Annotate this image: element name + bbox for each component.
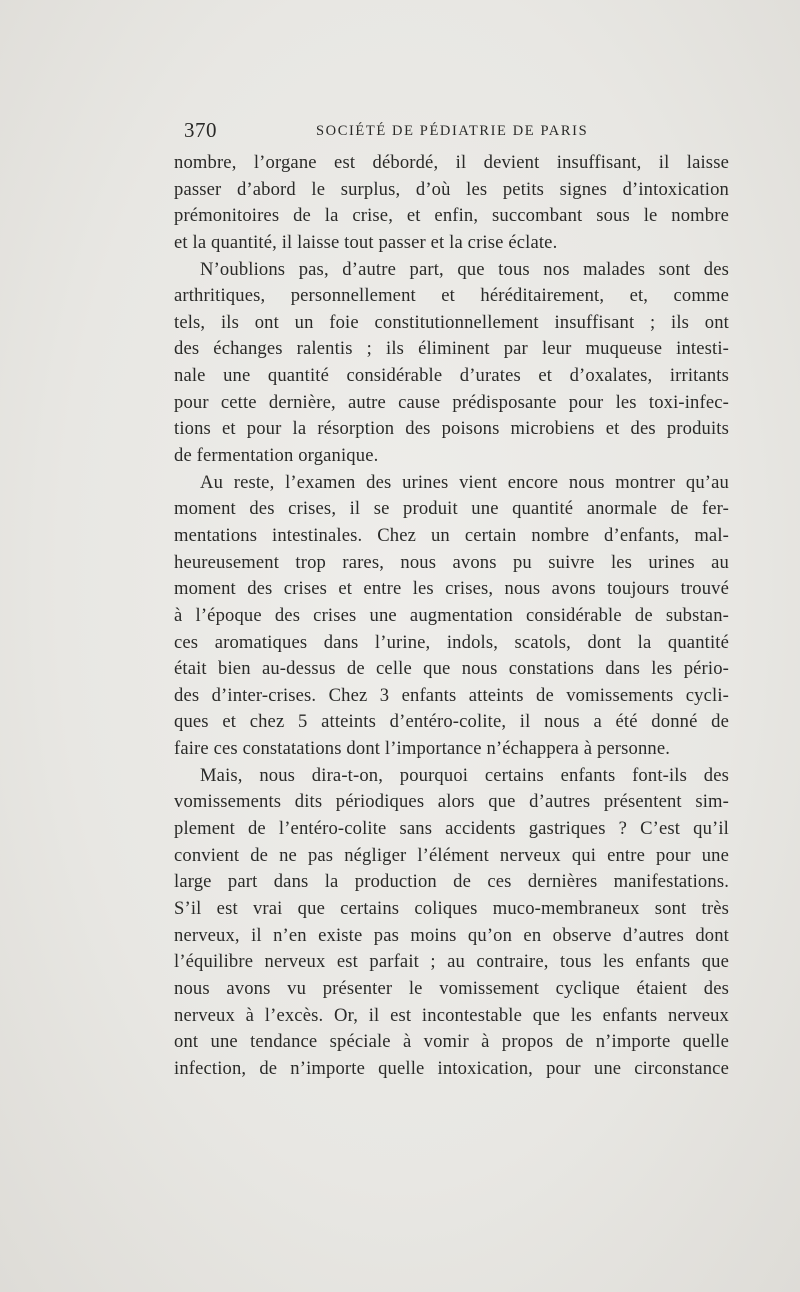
text-line: N’oublions pas, d’autre part, que tous nos malades sont des <box>200 258 729 280</box>
text-line: plement de l’entéro-colite sans accidents gastriques ? C’est qu’il <box>174 818 729 840</box>
text-line: heureusement trop rares, nous avons pu suivre les urines au <box>174 551 729 573</box>
paragraph <box>174 150 729 257</box>
text-line: pour cette dernière, autre cause prédisposante pour les toxi-infec- <box>174 391 729 413</box>
text-line: vomissements dits périodiques alors que d’autres présentent sim- <box>174 791 729 813</box>
text-line: nerveux à l’excès. Or, il est incontestable que les enfants nerveux <box>174 1004 729 1026</box>
text-line: Mais, nous dira-t-on, pourquoi certains enfants font-ils des <box>200 764 729 786</box>
page-number: 370 <box>184 118 217 142</box>
text-line: mentations intestinales. Chez un certain nombre d’enfants, mal- <box>174 524 729 546</box>
text-line: ces aromatiques dans l’urine, indols, scatols, dont la quantité <box>174 631 729 653</box>
text-line: large part dans la production de ces dernières manifestations. <box>174 871 729 893</box>
text-line: des d’inter-crises. Chez 3 enfants atteints de vomissements cycli- <box>174 684 729 706</box>
page-header <box>174 118 729 148</box>
text-line: nale une quantité considérable d’urates et d’oxalates, irritants <box>174 365 729 387</box>
text-line: tels, ils ont un foie constitutionnellement insuffisant ; ils ont <box>174 311 729 333</box>
paragraph <box>174 763 729 1083</box>
paragraph <box>174 257 729 470</box>
text-line: ques et chez 5 atteints d’entéro-colite, il nous a été donné de <box>174 711 729 733</box>
text-line: arthritiques, personnellement et héréditairement, et, comme <box>174 285 729 307</box>
body-text <box>174 150 729 1082</box>
text-line: prémonitoires de la crise, et enfin, succombant sous le nombre <box>174 205 729 227</box>
text-line: Au reste, l’examen des urines vient encore nous montrer qu’au <box>200 471 729 493</box>
text-line: de fermentation organique. <box>174 445 379 467</box>
text-line: tions et pour la résorption des poisons microbiens et des produits <box>174 418 729 440</box>
text-line: faire ces constatations dont l’importance n’échappera à personne. <box>174 738 671 760</box>
text-line: et la quantité, il laisse tout passer et la crise éclate. <box>174 231 558 253</box>
text-line: moment des crises, il se produit une quantité anormale de fer- <box>174 498 729 520</box>
text-line: nombre, l’organe est débordé, il devient insuffisant, il laisse <box>174 152 729 173</box>
text-line: S’il est vrai que certains coliques muco-membraneux sont très <box>174 897 729 919</box>
text-line: à l’époque des crises une augmentation considérable de substan- <box>174 604 729 626</box>
text-line: infection, de n’importe quelle intoxication, pour une circonstance <box>174 1057 729 1079</box>
text-line: convient de ne pas négliger l’élément nerveux qui entre pour une <box>174 844 729 866</box>
running-title: SOCIÉTÉ DE PÉDIATRIE DE PARIS <box>316 123 589 139</box>
text-line: nous avons vu présenter le vomissement cyclique étaient des <box>174 977 729 999</box>
text-line: nerveux, il n’en existe pas moins qu’on en observe d’autres dont <box>174 924 729 946</box>
text-line: l’équilibre nerveux est parfait ; au contraire, tous les enfants que <box>174 951 729 973</box>
text-line: passer d’abord le surplus, d’où les petits signes d’intoxication <box>174 178 729 200</box>
text-line: des échanges ralentis ; ils éliminent par leur muqueuse intesti- <box>174 338 729 360</box>
text-line: était bien au-dessus de celle que nous constations dans les pério- <box>174 658 729 680</box>
text-line: ont une tendance spéciale à vomir à propos de n’importe quelle <box>174 1031 729 1053</box>
paragraph <box>174 470 729 763</box>
text-line: moment des crises et entre les crises, nous avons toujours trouvé <box>174 578 729 600</box>
